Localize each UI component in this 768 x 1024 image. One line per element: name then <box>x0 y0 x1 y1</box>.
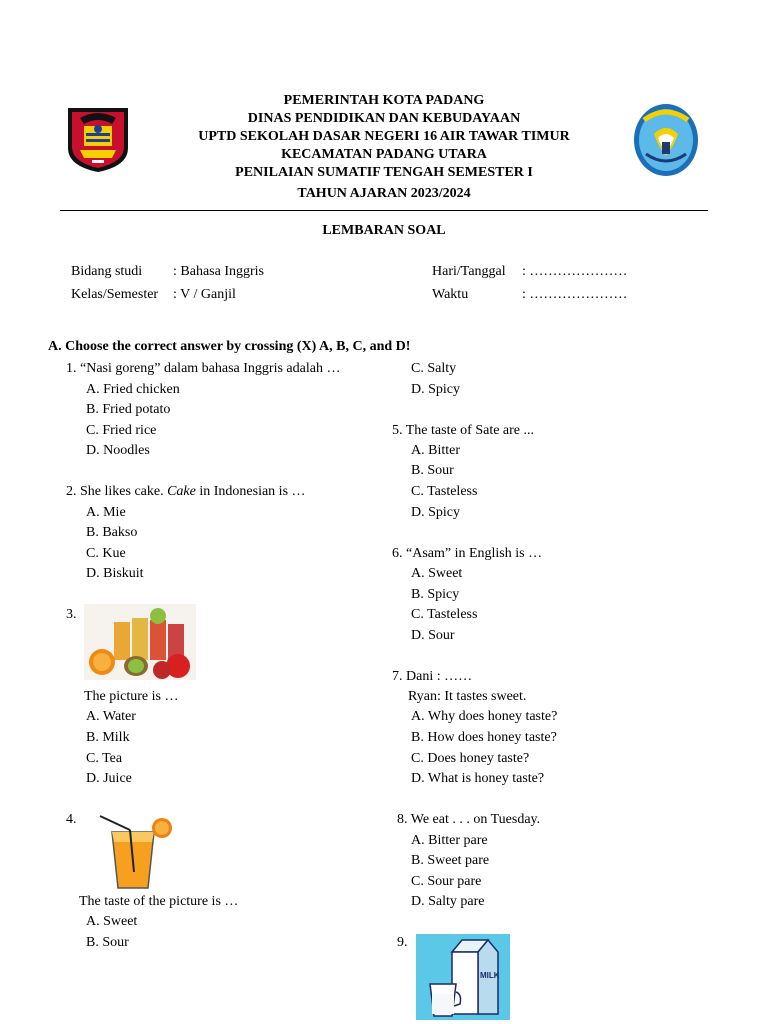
q7-option-c: C. Does honey taste? <box>411 751 530 766</box>
orange-juice-glass-image <box>96 812 178 890</box>
q7-option-d: D. What is honey taste? <box>411 771 545 786</box>
header-line-2: DINAS PENDIDIKAN DAN KEBUDAYAAN <box>247 111 521 126</box>
q6-stem: 6. “Asam” in English is … <box>392 546 543 561</box>
q7-option-b: B. How does honey taste? <box>411 730 557 745</box>
q1-option-d: D. Noodles <box>86 443 150 458</box>
header-divider <box>60 210 708 211</box>
class-value: : V / Ganjil <box>173 287 236 302</box>
q6-option-a: A. Sweet <box>411 566 463 581</box>
q2-stem <box>66 483 306 501</box>
q8-option-c: C. Sour pare <box>411 874 482 889</box>
q3-number: 3. <box>66 607 77 622</box>
q5-option-b: B. Sour <box>411 463 454 478</box>
q5-option-c: C. Tasteless <box>411 484 478 499</box>
q4-number: 4. <box>66 812 77 827</box>
q8-option-b: B. Sweet pare <box>411 853 490 868</box>
subject-value: : Bahasa Inggris <box>173 264 264 279</box>
subject-label: Bidang studi <box>71 264 143 279</box>
milk-label: MILK <box>480 971 500 980</box>
q4-option-a: A. Sweet <box>86 914 138 929</box>
q4-option-b: B. Sour <box>86 935 129 950</box>
header-line-6: TAHUN AJARAN 2023/2024 <box>297 186 471 201</box>
q7-stem-reply: Ryan: It tastes sweet. <box>408 689 527 704</box>
q2-stem-post: in Indonesian is … <box>195 484 306 499</box>
q1-option-a: A. Fried chicken <box>86 382 180 397</box>
q2-stem-emphasis: Cake <box>167 484 196 499</box>
q8-option-a: A. Bitter pare <box>411 833 488 848</box>
day-label: Hari/Tanggal <box>432 264 506 279</box>
q2-option-a: A. Mie <box>86 505 126 520</box>
q6-option-b: B. Spicy <box>411 587 460 602</box>
q7-stem: 7. Dani : …… <box>392 669 473 684</box>
milk-carton-image <box>416 934 510 1020</box>
q2-stem-pre: 2. She likes cake. <box>66 484 168 499</box>
header-line-1: PEMERINTAH KOTA PADANG <box>283 93 485 108</box>
class-label: Kelas/Semester <box>71 287 159 302</box>
q1-stem: 1. “Nasi goreng” dalam bahasa Inggris adalah … <box>66 361 341 376</box>
day-value: : ………………… <box>522 264 628 279</box>
q2-option-b: B. Bakso <box>86 525 138 540</box>
q6-option-c: C. Tasteless <box>411 607 478 622</box>
q2-option-d: D. Biskuit <box>86 566 144 581</box>
q8-stem: 8. We eat . . . on Tuesday. <box>397 812 541 827</box>
time-label: Waktu <box>432 287 469 302</box>
header-line-4: KECAMATAN PADANG UTARA <box>281 147 487 162</box>
time-value: : ………………… <box>522 287 628 302</box>
q1-option-c: C. Fried rice <box>86 423 157 438</box>
q1-option-b: B. Fried potato <box>86 402 171 417</box>
q4-stem: The taste of the picture is … <box>79 894 239 909</box>
q3-option-c: C. Tea <box>86 751 123 766</box>
q7-option-a: A. Why does honey taste? <box>411 709 558 724</box>
header-line-5: PENILAIAN SUMATIF TENGAH SEMESTER I <box>235 165 533 180</box>
q3-stem: The picture is … <box>84 689 179 704</box>
section-a-instruction: A. Choose the correct answer by crossing (X) A, B, C, and D! <box>48 339 411 354</box>
doc-title: LEMBARAN SOAL <box>322 223 446 238</box>
q3-option-b: B. Milk <box>86 730 130 745</box>
q5-option-d: D. Spicy <box>411 505 460 520</box>
q5-stem: 5. The taste of Sate are ... <box>392 423 535 438</box>
q4-option-c: C. Salty <box>411 361 457 376</box>
fruit-juices-image <box>84 604 196 680</box>
q3-option-d: D. Juice <box>86 771 132 786</box>
header-line-3: UPTD SEKOLAH DASAR NEGERI 16 AIR TAWAR TIMUR <box>198 129 570 144</box>
q3-option-a: A. Water <box>86 709 136 724</box>
q5-option-a: A. Bitter <box>411 443 460 458</box>
q6-option-d: D. Sour <box>411 628 455 643</box>
q4-option-d: D. Spicy <box>411 382 460 397</box>
q9-number: 9. <box>397 935 408 950</box>
q8-option-d: D. Salty pare <box>411 894 485 909</box>
q2-option-c: C. Kue <box>86 546 126 561</box>
